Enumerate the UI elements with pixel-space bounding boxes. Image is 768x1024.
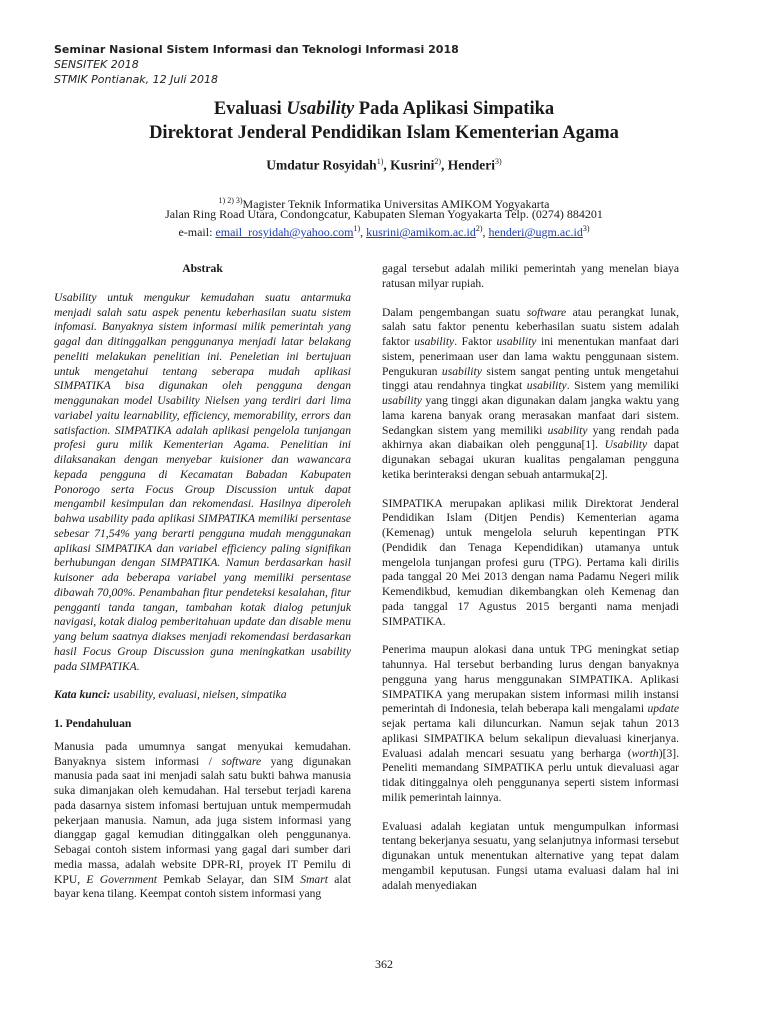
keywords: Kata kunci: usability, evaluasi, nielsen, simpatika <box>54 688 287 702</box>
intro-paragraph-4: Penerima maupun alokasi dana untuk TPG meningkat setiap tahunnya. Hal tersebut berbanding lurus dengan banyaknya pengguna yang harus menggunakan SIMPATIKA. Aplikasi SIMPATIKA yang merupakan sistem informasi milih instansi pemerintah di Indonesia, telah beberapa kali mengalami update sejak pertama kali diluncurkan. Namun sejak tahun 2013 aplikasi SIMPATIKA belum sekalipun dievaluasi kinerjanya. Evaluasi adalah mencari sesuatu yang berharga (worth)[3]. Peneliti memandang SIMPATIKA perlu untuk dievaluasi agar tidak ditinggalnya oleh penggunanya seperti sistem informasi milik pemerintah lainnya. <box>382 643 679 804</box>
page-number: 362 <box>375 957 393 971</box>
affiliation-emails: e-mail: email_rosyidah@yahoo.com$^{1)}$, $kusrini@amikom.ac.id^{2)}$, $henderi@ugm.ac.id^{3)}$ <box>178 224 590 239</box>
left-column <box>54 262 351 916</box>
paper-title-line2: Direktorat Jenderal Pendidikan Islam Kementerian Agama <box>149 123 619 143</box>
section-heading-intro: 1. Pendahuluan <box>54 717 132 730</box>
right-column <box>382 262 679 907</box>
email-link-2[interactable]: kusrini@amikom.ac.id <box>366 225 476 239</box>
conference-venue-date: STMIK Pontianak, 12 Juli 2018 <box>54 73 218 86</box>
conference-name: Seminar Nasional Sistem Informasi dan Teknologi Informasi 2018 <box>54 43 459 56</box>
abstract-heading: Abstrak <box>182 262 223 275</box>
conference-acronym: SENSITEK 2018 <box>54 58 139 71</box>
intro-paragraph-2: Dalam pengembangan suatu software atau perangkat lunak, salah satu faktor penentu keberhasilan suatu sistem adalah faktor usability. Faktor usability ini menentukan manfaat dari sistem, penerimaan user dan lama waktu penggunaan sistem. Pengukuran usability sistem sangat penting untuk mengetahui tinggi atau rendahnya tingkat usability. Sistem yang memiliki usability yang tinggi akan digunakan dalam jangka waktu yang lama karena banyak orang merasakan manfaat dari sistem. Sedangkan sistem yang memiliki usability yang rendah pada akhirnya akan diabaikan oleh pengguna[1]. Usability dapat digunakan sebagai ukuran kualitas pengalaman pengguna ketika berinteraksi dengan sebuah antarmuka[2]. <box>382 305 680 481</box>
paper-title-line1: Evaluasi Usability Pada Aplikasi Simpatika <box>213 99 555 119</box>
intro-paragraph-5: Evaluasi adalah kegiatan untuk mengumpulkan informasi tentang bekerjanya sesuatu, yang selanjutnya informasi tersebut digunakan untuk menentukan alternative yang tepat dalam mengambil keputusan. Fungsi utama evaluasi dalam hal ini adalah menyediakan <box>382 819 679 892</box>
email-link-3[interactable]: henderi@ugm.ac.id <box>488 225 583 239</box>
intro-paragraph-continued: gagal tersebut adalah miliki pemerintah yang menelan biaya ratusan milyar rupiah. <box>382 262 679 290</box>
affiliation-institution: $^{1) 2) 3)}$Magister Teknik Informatika Universitas AMIKOM Yogyakarta <box>218 196 550 211</box>
abstract-text: Usability untuk mengukur kemudahan suatu antarmuka menjadi salah satu aspek penentu keberhasilan suatu sistem infomasi. Banyaknya sistem informasi milik pemerintah yang gagal dan ditinggalkan penggunanya menjadi latar belakang peneliti melakukan penelitian ini. Peneletian ini bertujuan untuk mengetahui tentang seberapa mudah aplikasi SIMPATIKA bisa digunakan oleh pengguna dengan menggunakan model Usability Nielsen yang terdiri dari lima variabel yaitu learnability, efficiency, memorability, errors dan satisfaction. SIMPATIKA adalah aplikasi pengelola tunjangan profesi guru milik Kementerian Agama. Penelitian ini dilaksanakan dengan menyebar kuisioner dan wawancara kepada pengguna di Kecamatan Babadan Kabupaten Ponorogo serta Focus Group Discussion untuk dapat mengambil kesimpulan dan rekomendasi. Hasilnya diperoleh bahwa usability pada aplikasi SIMPATIKA memiliki persentase sebesar 71,54% yang berarti pengguna mudah menggunakan aplikasi SIMPATIKA dan variabel efficiency paling signifikan berhubungan dengan SIMPATIKA. Namun berdasarkan hasil kuisoner ada beberapa variabel yang memiliki persentase dibawah 70,00%. Penambahan fitur pendeteksi kesalahan, fitur pengganti tanda tangan, tambahan kotak dialog petunjuk navigasi, kotak dialog pemberitahuan update dan disable menu yang belum saatnya diakses menjadi rekomendasi berdasarkan hasil Focus Group Discussion guna meningkatkan usability pada SIMPATIKA. <box>54 290 351 673</box>
intro-paragraph-1: Manusia pada umumnya sangat menyukai kemudahan. Banyaknya sistem informasi / software yang digunakan manusia pada saat ini menjadi salah satu bukti bahwa manusia suka dimanjakan oleh kemudahan. Hal tersebut terjadi karena pada dasarnya sistem infomasi bertujuan untuk mempermudah pekerjaan manusia. Namun, ada juga sistem informasi yang dianggap gagal kemudian ditinggalkan oleh penggunanya. Sebagai contoh sistem informasi yang gagal dari sumber dari media massa, adalah website DPR-RI, proyek IT Pemilu di KPU, E Government Pemkab Selayar, dan SIM Smart alat bayar kena tilang. Keempat contoh sistem informasi yang <box>54 739 351 901</box>
author-list: Umdatur Rosyidah$^{1)}$, Kusrini$^{2)}$, Henderi$^{3)}$ <box>266 157 502 173</box>
email-link-1[interactable]: email_rosyidah@yahoo.com <box>215 225 354 239</box>
affiliation-address: Jalan Ring Road Utara, Condongcatur, Kabupaten Sleman Yogyakarta Telp. (0274) 884201 <box>165 207 603 221</box>
intro-paragraph-3: SIMPATIKA merupakan aplikasi milik Direktorat Jenderal Pendidikan Islam (Ditjen Pendis) Kementerian agama (Kemenag) untuk mengelola seluruh kepentingan PTK (Pendidik dan Tenaga Kependidikan) utamanya untuk mengelola tunjangan profesi guru (TPG). Pertama kali dirilis pada tanggal 20 Mei 2013 dengan nama Padamu Negeri milik Kemendikbud, kemudian dikembangkan oleh Kemenag dan pada tanggal 17 Agustus 2015 berganti nama menjadi SIMPATIKA. <box>382 496 679 628</box>
